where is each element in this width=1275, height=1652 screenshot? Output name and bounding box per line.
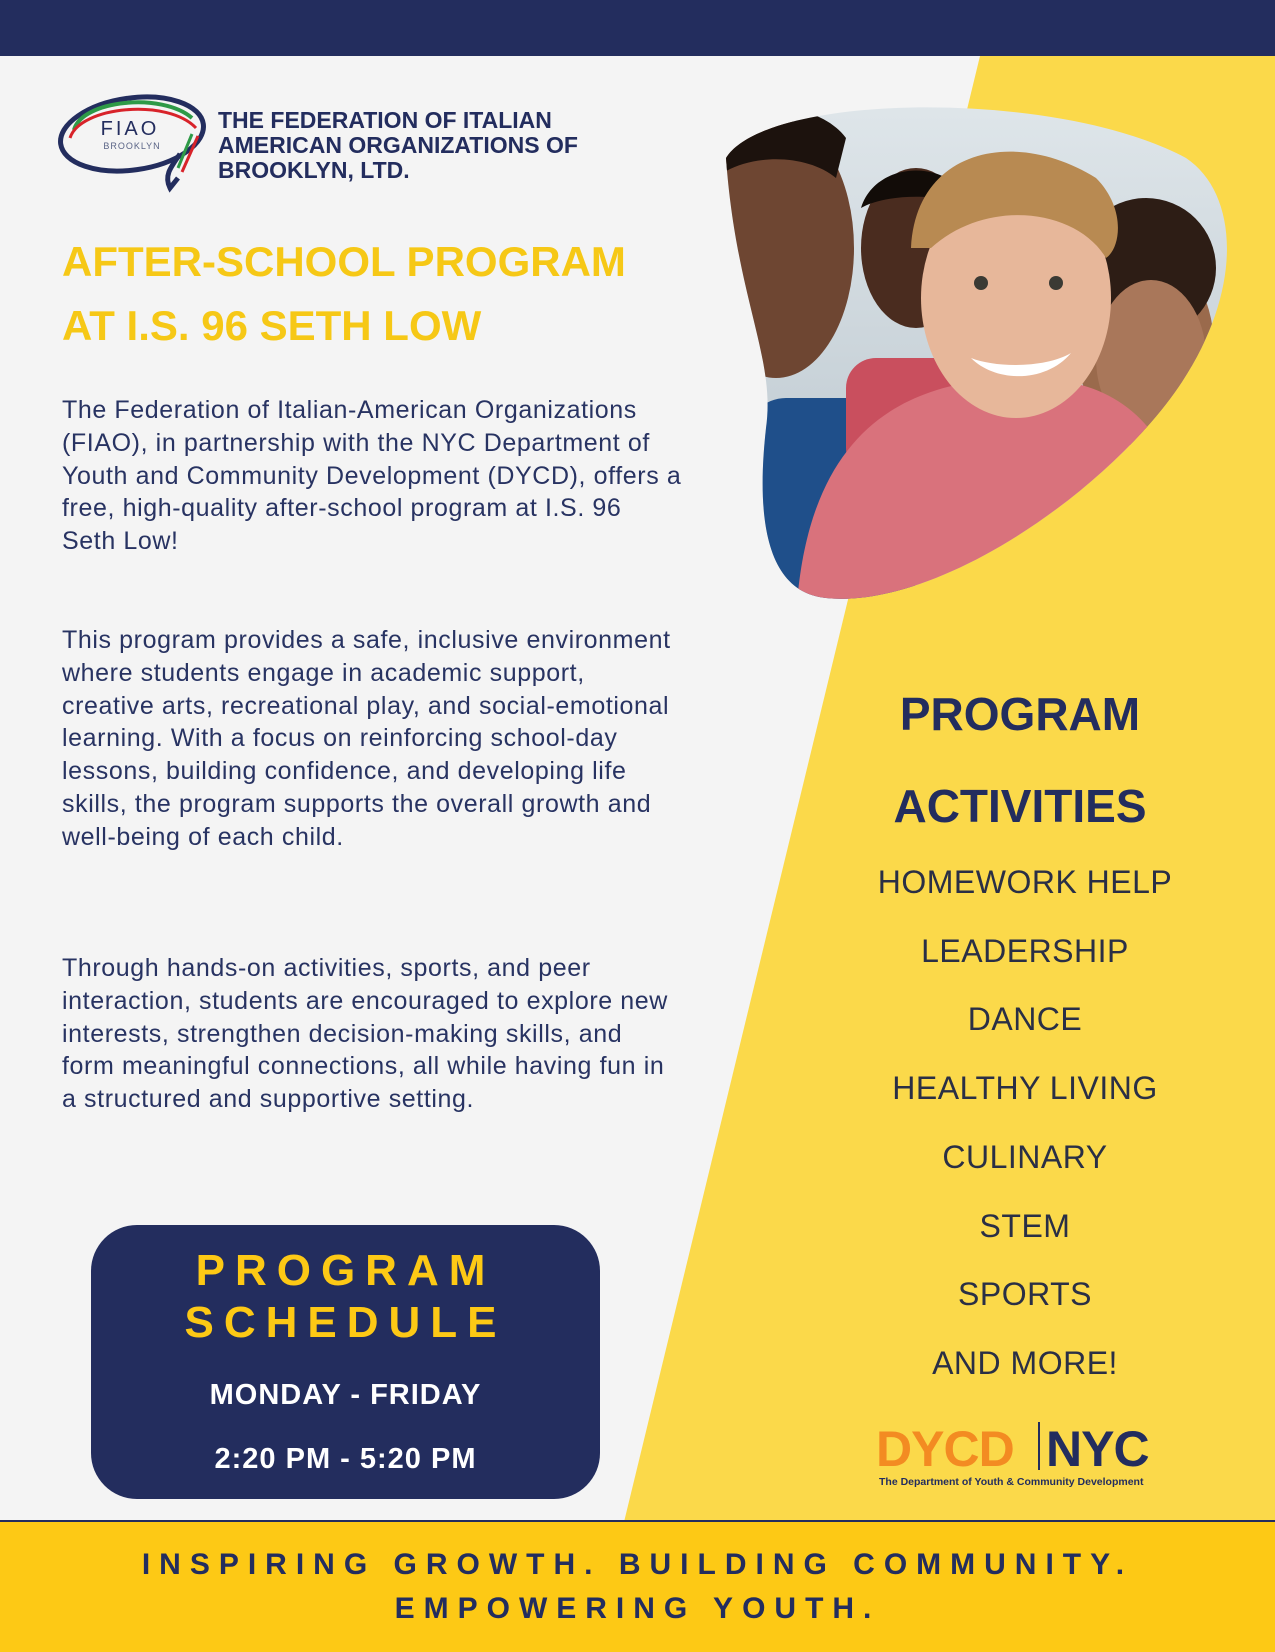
schedule-title-line-2: SCHEDULE bbox=[184, 1298, 507, 1347]
dycd-caption: The Department of Youth & Community Development bbox=[879, 1476, 1144, 1488]
schedule-days: MONDAY - FRIDAY bbox=[209, 1379, 482, 1411]
activity-item: DANCE bbox=[967, 1001, 1083, 1038]
organization-name: THE FEDERATION OF ITALIAN AMERICAN ORGANIZATIONS OF BROOKLYN, LTD. bbox=[218, 107, 578, 183]
footer-banner bbox=[0, 1520, 1275, 1652]
activity-item: SPORTS bbox=[958, 1276, 1092, 1313]
fiao-logo bbox=[52, 84, 212, 194]
top-bar bbox=[0, 0, 1275, 56]
footer-line-2: EMPOWERING YOUTH. bbox=[394, 1592, 881, 1625]
activity-item: CULINARY bbox=[942, 1138, 1108, 1175]
activity-item: HEALTHY LIVING bbox=[892, 1070, 1158, 1107]
schedule-hours: 2:20 PM - 5:20 PM bbox=[214, 1443, 477, 1475]
activities-title-line-2: ACTIVITIES bbox=[893, 780, 1147, 832]
activities-title bbox=[840, 668, 1200, 852]
schedule-title-line-1: PROGRAM bbox=[195, 1246, 496, 1295]
activities-paragraph: Through hands-on activities, sports, and peer interaction, students are encouraged to explore new interests, strengthen decision-making skills, and form meaningful connections, all while having fun in a structured and supportive setting. bbox=[62, 954, 668, 1114]
footer-line-1: INSPIRING GROWTH. BUILDING COMMUNITY. bbox=[141, 1548, 1134, 1581]
activity-item: AND MORE! bbox=[932, 1344, 1118, 1381]
logo-subtext: BROOKLYN bbox=[103, 141, 161, 151]
activity-list bbox=[840, 848, 1210, 1398]
dycd-logo-text: DYCD bbox=[876, 1421, 1014, 1477]
schedule-title bbox=[91, 1245, 600, 1349]
activity-item: HOMEWORK HELP bbox=[877, 864, 1173, 900]
logo-text: FIAO bbox=[100, 118, 160, 140]
description-paragraph: This program provides a safe, inclusive environment where students engage in academic support, creative arts, recreational play, and social-emotional learning. With a focus on reinforcing school-day lessons, building confidence, and developing life skills, the program supports the overall growth and well-being of each child. bbox=[62, 626, 671, 851]
activity-item: LEADERSHIP bbox=[921, 932, 1129, 969]
schedule-box bbox=[91, 1225, 600, 1499]
program-headline bbox=[62, 230, 742, 358]
activity-item: STEM bbox=[979, 1207, 1071, 1244]
nyc-logo-text: NYC bbox=[1046, 1421, 1149, 1477]
headline-line-2: AT I.S. 96 SETH LOW bbox=[62, 302, 482, 349]
headline-line-1: AFTER-SCHOOL PROGRAM bbox=[62, 238, 626, 285]
intro-paragraph: The Federation of Italian-American Organizations (FIAO), in partnership with the NYC Department of Youth and Community Development (DYCD), offers a free, high-quality after-school program at I.S. 96 Seth Low! bbox=[62, 396, 682, 556]
activities-title-line-1: PROGRAM bbox=[899, 688, 1141, 740]
dycd-nyc-logo bbox=[876, 1418, 1176, 1490]
children-photo bbox=[726, 98, 1236, 604]
